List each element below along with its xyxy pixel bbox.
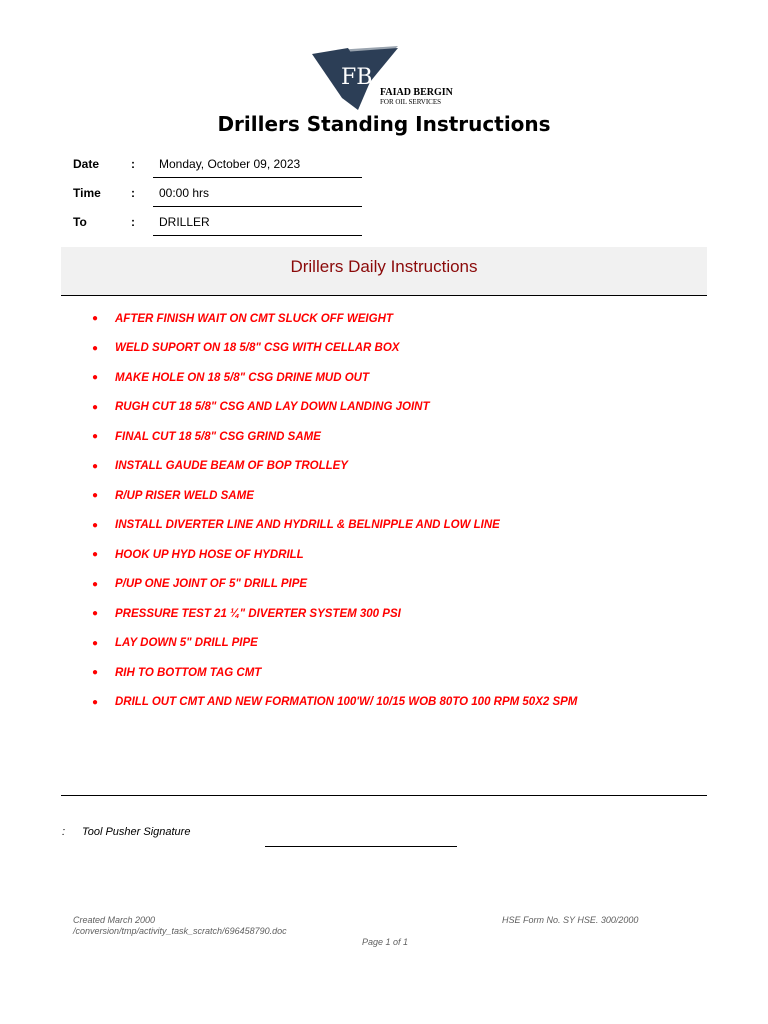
- daily-instructions-title: Drillers Daily Instructions: [290, 257, 478, 276]
- time-field: 00:00 hrs: [153, 185, 362, 207]
- footer-file-path: /conversion/tmp/activity_task_scratch/696458790.doc: [73, 926, 287, 936]
- bullet-icon: ●: [92, 342, 99, 354]
- footer-page-number: Page 1 of 1: [362, 937, 409, 947]
- signature-colon: :: [62, 826, 66, 838]
- section-divider: [61, 795, 707, 796]
- instruction-item: [92, 304, 577, 334]
- instruction-item: [92, 570, 577, 600]
- instruction-text: INSTALL DIVERTER LINE AND HYDRILL & BELNIPPLE AND LOW LINE: [115, 519, 500, 532]
- bullet-icon: ●: [92, 608, 99, 620]
- bullet-icon: ●: [92, 401, 99, 413]
- instruction-item: [92, 599, 577, 629]
- signature-label: Tool Pusher Signature: [82, 826, 191, 838]
- bullet-icon: ●: [92, 696, 99, 708]
- instructions-list: [92, 304, 577, 717]
- instruction-text: RIH TO BOTTOM TAG CMT: [115, 666, 262, 679]
- bullet-icon: ●: [92, 549, 99, 561]
- bullet-icon: ●: [92, 578, 99, 590]
- instruction-text: R/UP RISER WELD SAME: [115, 489, 254, 502]
- bullet-icon: ●: [92, 372, 99, 384]
- instruction-item: [92, 422, 577, 452]
- logo-monogram: FB: [341, 65, 373, 90]
- date-field: Monday, October 09, 2023: [153, 156, 362, 178]
- instruction-item: [92, 511, 577, 541]
- daily-instructions-header: [61, 247, 707, 296]
- instruction-text: LAY DOWN 5" DRILL PIPE: [115, 637, 258, 650]
- instruction-text: WELD SUPORT ON 18 5/8" CSG WITH CELLAR BOX: [115, 342, 400, 355]
- signature-line: [265, 846, 457, 847]
- bullet-icon: ●: [92, 313, 99, 325]
- instruction-item: [92, 363, 577, 393]
- instruction-text: PRESSURE TEST 21 ¼" DIVERTER SYSTEM 300 PSI: [115, 607, 401, 620]
- company-tagline: FOR OIL SERVICES: [380, 98, 442, 106]
- instruction-text: AFTER FINISH WAIT ON CMT SLUCK OFF WEIGHT: [115, 312, 393, 325]
- instruction-item: [92, 629, 577, 659]
- bullet-icon: ●: [92, 637, 99, 649]
- bullet-icon: ●: [92, 667, 99, 679]
- page-title: Drillers Standing Instructions: [217, 112, 551, 136]
- date-colon: :: [131, 157, 135, 171]
- date-label: Date: [73, 157, 100, 171]
- instruction-text: MAKE HOLE ON 18 5/8" CSG DRINE MUD OUT: [115, 371, 370, 384]
- to-field: DRILLER: [153, 214, 362, 236]
- instruction-text: HOOK UP HYD HOSE OF HYDRILL: [115, 548, 304, 561]
- instruction-item: [92, 540, 577, 570]
- instruction-text: P/UP ONE JOINT OF 5" DRILL PIPE: [115, 578, 308, 591]
- to-colon: :: [131, 215, 135, 229]
- company-name: FAIAD BERGIN: [380, 87, 453, 98]
- instruction-item: [92, 334, 577, 364]
- bullet-icon: ●: [92, 490, 99, 502]
- instruction-item: [92, 688, 577, 718]
- footer-form-number: HSE Form No. SY HSE. 300/2000: [502, 915, 639, 925]
- bullet-icon: ●: [92, 519, 99, 531]
- instruction-item: [92, 393, 577, 423]
- time-colon: :: [131, 186, 135, 200]
- instruction-item: [92, 452, 577, 482]
- bullet-icon: ●: [92, 460, 99, 472]
- instruction-text: RUGH CUT 18 5/8" CSG AND LAY DOWN LANDING JOINT: [115, 401, 430, 414]
- to-label: To: [73, 215, 87, 229]
- company-logo: [308, 44, 468, 114]
- instruction-text: DRILL OUT CMT AND NEW FORMATION 100'W/ 10/15 WOB 80TO 100 RPM 50X2 SPM: [115, 696, 578, 709]
- instruction-item: [92, 481, 577, 511]
- instruction-text: FINAL CUT 18 5/8" CSG GRIND SAME: [115, 430, 321, 443]
- footer-created: Created March 2000: [73, 915, 156, 925]
- time-label: Time: [73, 186, 101, 200]
- instruction-text: INSTALL GAUDE BEAM OF BOP TROLLEY: [115, 460, 348, 473]
- bullet-icon: ●: [92, 431, 99, 443]
- instruction-item: [92, 658, 577, 688]
